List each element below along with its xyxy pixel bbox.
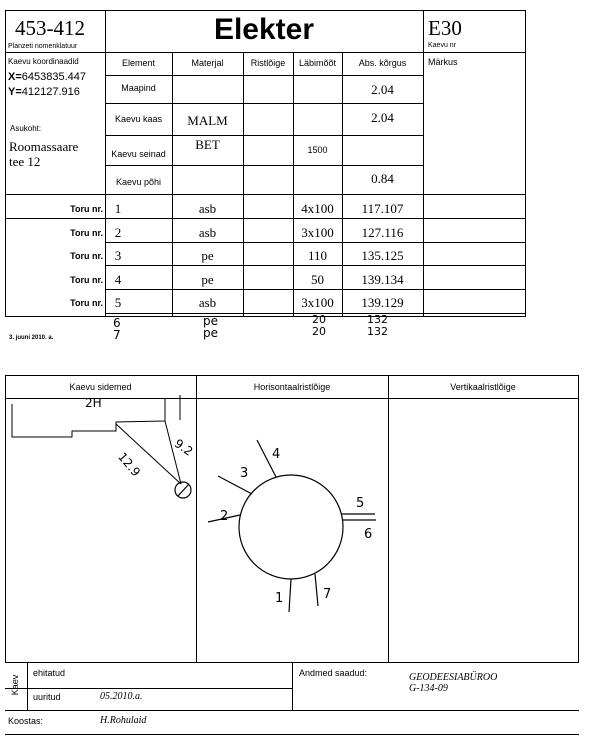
pipe-material: pe [201,272,214,287]
element-height: 2.04 [371,82,394,97]
pipe-diameter: 50 [311,272,324,287]
well-id: E30 [428,16,462,40]
hw-material: pe [203,314,218,328]
pipe-label: Toru nr. [70,298,103,308]
data-from-value2: G-134-09 [409,683,448,694]
col-title-connections: Kaevu sidemed [69,382,132,392]
element-name: Kaevu kaas [114,114,163,124]
x-value: 6453835.447 [21,71,86,83]
pipe-diameter: 3x100 [301,295,334,310]
compiled-value: H.Rohulaid [100,715,147,726]
pipe-height: 139.134 [361,272,404,287]
label-diag1: 9.2 [171,436,196,459]
pipe-diameter: 4x100 [301,201,334,216]
pipe-number: 3 [114,248,122,263]
pipe-num-2: 2 [220,509,229,524]
element-material: BET [195,137,220,152]
col-title-horizontal: Horisontaalristlõige [253,382,331,392]
pipe-num-1: 1 [275,591,284,606]
well-symbol-icon [175,482,191,498]
pipe-label: Toru nr. [70,251,103,261]
sheet-caption: Planzeti nomenklatuur [8,43,78,50]
hw-material: pe [203,326,218,340]
header-cross-section: Ristlõige [250,58,286,68]
element-name: Kaevu seinad [111,149,166,159]
header-notes: Märkus [428,57,458,67]
pipe-height: 135.125 [361,248,404,263]
element-name: Kaevu põhi [115,177,162,187]
pipe-material: asb [198,225,217,240]
pipe-num-7: 7 [323,587,332,602]
pipe-label: Toru nr. [70,275,103,285]
pipe-diameter: 3x100 [301,225,334,240]
y-label: Y= [8,86,22,98]
data-from-value1: GEODEESIABÜROO [409,672,498,683]
address-line1: Roomassaare [9,139,79,154]
header-abs-height: Abs. kõrgus [358,58,407,68]
pipe-num-4: 4 [272,447,281,462]
data-from-label: Andmed saadud: [299,668,368,678]
well-circle [239,475,343,579]
pipe-line-1 [289,579,291,612]
pipe-label: Toru nr. [70,204,103,214]
pipe-material: asb [198,201,217,216]
pipe-label: Toru nr. [70,228,103,238]
address-line2: tee 12 [9,154,41,169]
header-diameter: Läbimõõt [298,58,337,68]
label-diag2: 12.9 [115,449,144,480]
pipe-num-5: 5 [356,496,365,511]
pipe-num-3: 3 [240,466,249,481]
page-title: Elekter [213,13,315,46]
sheet-code: 453-412 [15,16,85,40]
pipe-height: 127.116 [361,225,404,240]
well-caption: Kaevu nr [428,42,457,49]
kaev-side-label: Kaev [10,674,20,696]
hw-number: 7 [113,328,121,342]
element-height: 0.84 [371,171,394,186]
coords-caption: Kaevu koordinaadid [8,57,79,66]
address-caption: Asukoht: [10,124,42,133]
pipe-height: 117.107 [361,201,404,216]
pipe-number: 1 [114,201,122,216]
hw-diameter: 20 [312,313,326,326]
pipe-number: 2 [114,225,122,240]
hw-height: 132 [367,325,388,338]
compiled-label: Koostas: [8,716,44,726]
date-stamp: 3. juuni 2010. a. [9,335,54,341]
element-diameter: 1500 [307,145,328,155]
pipe-number: 5 [114,295,122,310]
col-title-vertical: Vertikaalristlõige [450,382,516,392]
hw-number: 6 [113,316,121,330]
label-top: 2H [85,396,102,410]
header-material: Materjal [191,58,224,68]
x-label: X= [8,71,22,83]
pipe-material: asb [198,295,217,310]
hw-height: 132 [367,313,388,326]
element-height: 2.04 [371,110,394,125]
header-element: Element [121,58,156,68]
pipe-num-6: 6 [364,527,373,542]
hw-diameter: 20 [312,325,326,338]
element-material: MALM [187,113,228,128]
pipe-number: 4 [114,272,122,287]
surveyed-value: 05.2010.a. [100,691,143,702]
pipe-material: pe [201,248,214,263]
element-name: Maapind [121,83,156,93]
surveyed-label: uuritud [33,692,61,702]
pipe-diameter: 110 [307,248,328,263]
horizontal-section-drawing [208,440,376,612]
y-value: 412127.916 [21,86,80,98]
pipe-height: 139.129 [361,295,404,310]
pipe-line-7 [315,574,318,606]
built-label: ehitatud [33,668,66,678]
